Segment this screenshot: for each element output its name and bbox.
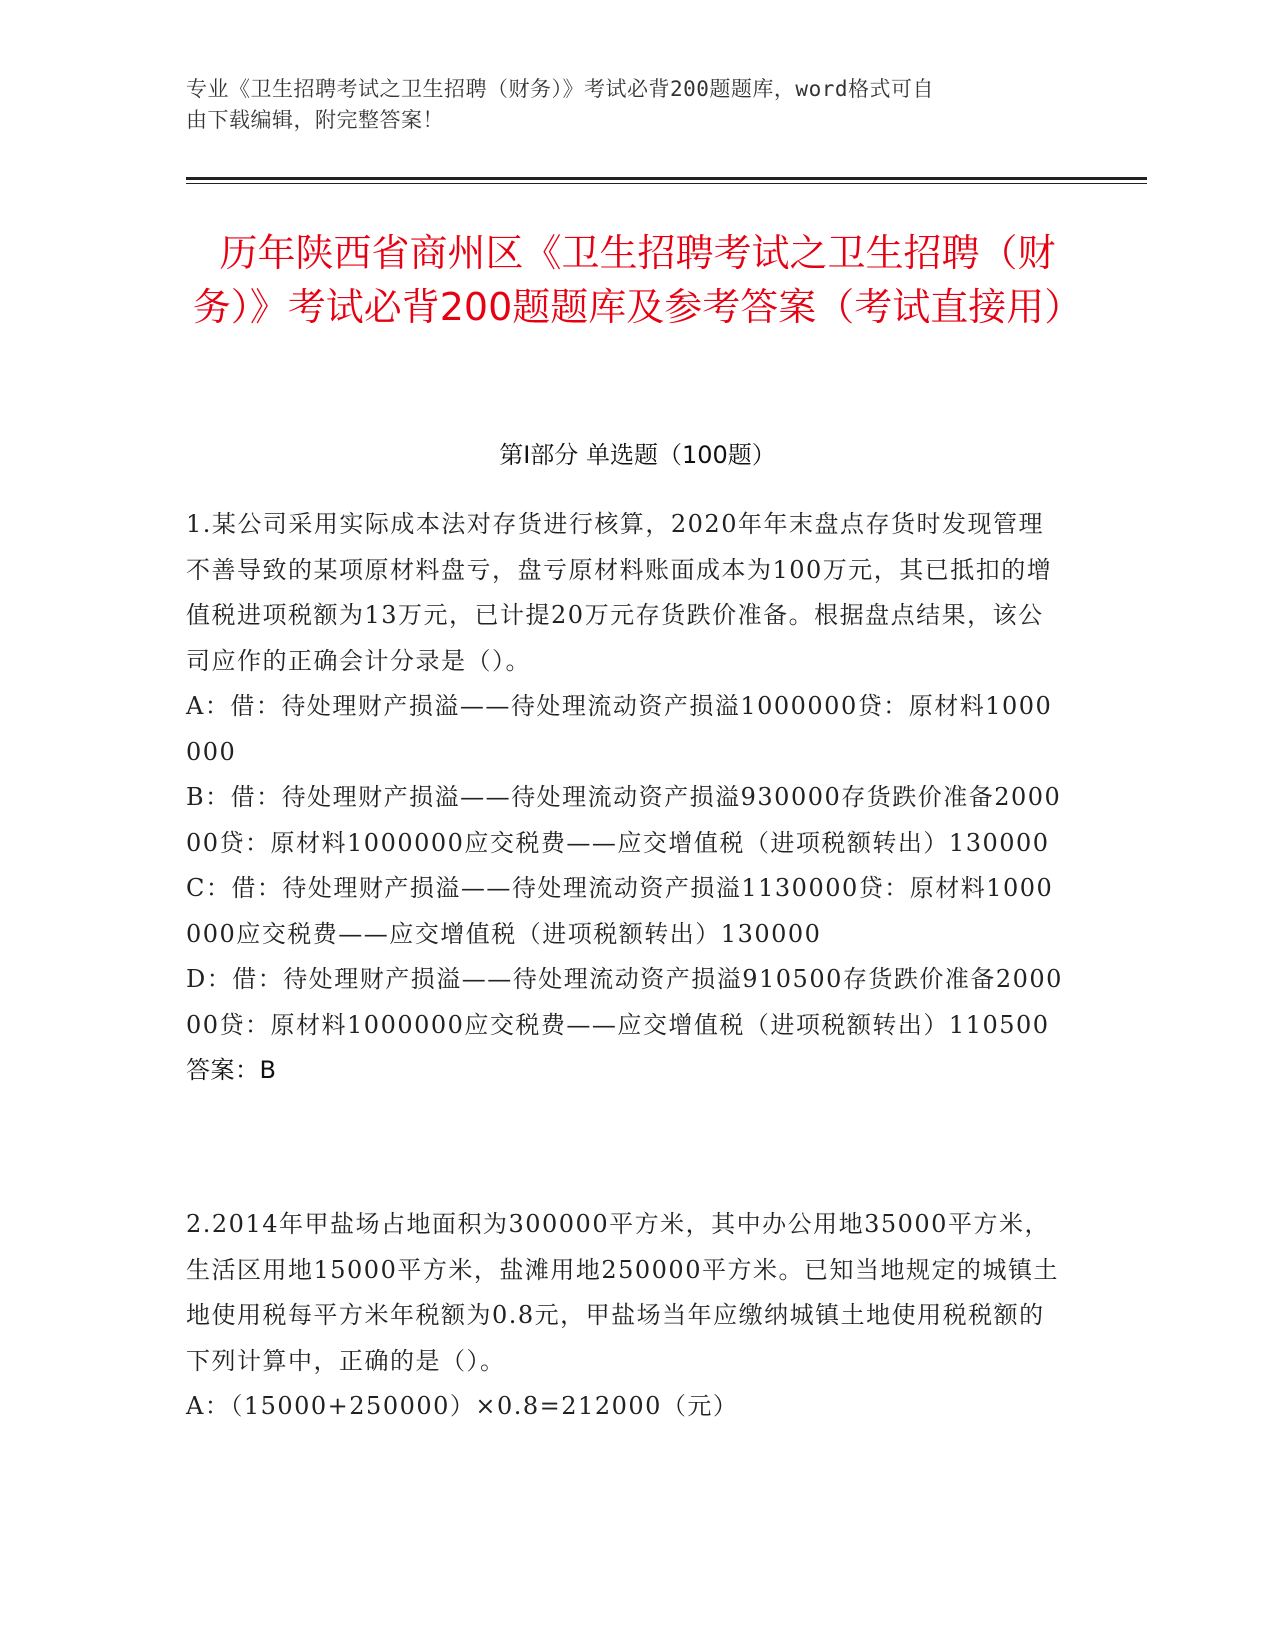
header-line-2: 由下载编辑，附完整答案！	[186, 108, 444, 132]
question-option-d: D：借：待处理财产损溢——待处理流动资产损溢910500存货跌价准备200000贷：原材料1000000应交税费——应交增值税（进项税额转出）110500	[186, 965, 1063, 1039]
page-header	[186, 74, 1066, 136]
header-divider-thin	[186, 183, 1147, 184]
question-stem: 1.某公司采用实际成本法对存货进行核算，2020年年末盘点存货时发现管理不善导致的某项原材料盘亏，盘亏原材料账面成本为100万元，其已抵扣的增值税进项税额为13万元，已计提20万元存货跌价准备。根据盘点结果，该公司应作的正确会计分录是（）。	[186, 510, 1053, 675]
question-stem: 2.2014年甲盐场占地面积为300000平方米，其中办公用地35000平方米，生活区用地15000平方米，盐滩用地250000平方米。已知当地规定的城镇土地使用税每平方米年税额为0.8元，甲盐场当年应缴纳城镇土地使用税税额的下列计算中，正确的是（）。	[186, 1210, 1059, 1375]
question-option-b: B：借：待处理财产损溢——待处理流动资产损溢930000存货跌价准备200000贷：原材料1000000应交税费——应交增值税（进项税额转出）130000	[186, 783, 1062, 857]
question-answer: 答案：B	[186, 1056, 277, 1084]
document-title: 历年陕西省商州区《卫生招聘考试之卫生招聘（财务）》考试必背200题题库及参考答案（考试直接用）	[192, 231, 1083, 329]
question-option-a: A：（15000+250000）×0.8=212000（元）	[186, 1392, 739, 1420]
question-2	[186, 1202, 1066, 1430]
question-1	[186, 502, 1066, 1094]
section-heading: 第I部分 单选题（100题）	[499, 441, 776, 469]
question-option-c: C：借：待处理财产损溢——待处理流动资产损溢1130000贷：原材料1000000应交税费——应交增值税（进项税额转出）130000	[186, 874, 1054, 948]
header-line-1: 专业《卫生招聘考试之卫生招聘（财务）》考试必背200题题库，word格式可自	[186, 77, 934, 101]
question-option-a: A：借：待处理财产损溢——待处理流动资产损溢1000000贷：原材料1000000	[186, 692, 1053, 766]
header-divider-thick	[186, 177, 1147, 180]
